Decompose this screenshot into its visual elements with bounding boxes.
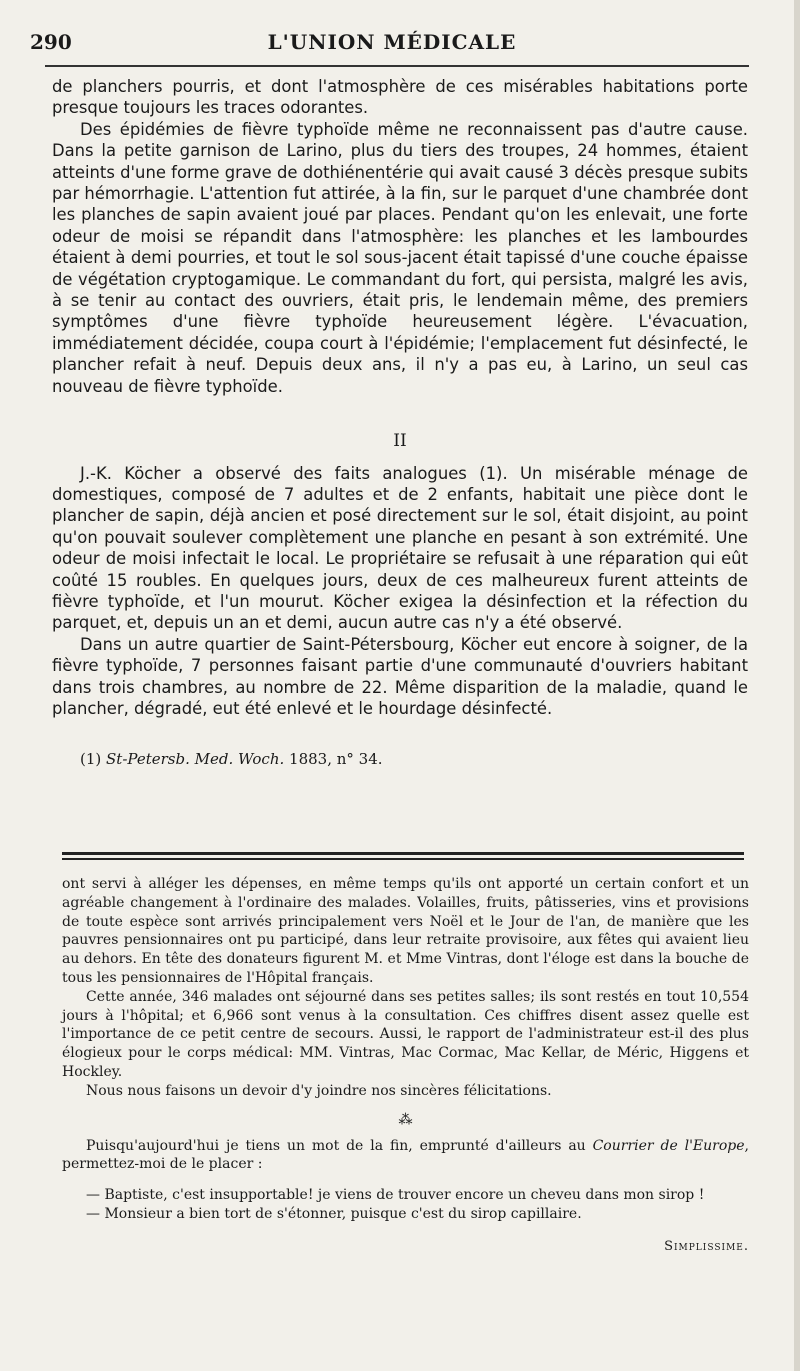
- newspaper-title: Courrier de l'Europe: [592, 1137, 745, 1154]
- feuilleton-paragraph: Nous nous faisons un devoir d'y joindre nos sincères félicitations.: [86, 1082, 552, 1099]
- running-head: [30, 30, 754, 58]
- article-paragraph: J.-K. Köcher a observé des faits analogues (1). Un misérable ménage de domestiques, composé de 7 adultes et de 2 enfants, habitait une pièce dont le plancher de sapin, déjà ancien et posé directement sur le sol, était disjoint, au point qu'on pouvait soulever complètement une planche en pesant à son extrémité. Une odeur de moisi infectait le local. Le propriétaire se refusait à une réparation qui eût coûté 15 roubles. En quelques jours, deux de ces malheureux furent atteints de fièvre typhoïde, et l'un mourut. Köcher exigea la désinfection et la réfection du parquet, et, depuis un an et demi, aucun autre cas n'y a été observé.: [52, 463, 748, 633]
- article-body: [52, 76, 748, 771]
- quote-intro-end: , permettez-moi de le placer :: [62, 1137, 749, 1173]
- footnote: [52, 749, 748, 770]
- article-paragraph: de planchers pourris, et dont l'atmosphère de ces misérables habitations porte presque toujours les traces odorantes.: [52, 77, 748, 118]
- feuilleton-paragraph: [62, 1137, 749, 1175]
- feuilleton-paragraph: Cette année, 346 malades ont séjourné dans ses petites salles; ils sont restés en tout 10,554 jours à l'hôpital; et 6,966 sont venus à la consultation. Ces chiffres disent assez quelle est l'importance de ce petit centre de secours. Aussi, le rapport de l'administrateur est-il des plus élogieux pour le corps médical: MM. Vintras, Mac Cormac, Mac Kellar, de Méric, Higgens et Hockley.: [62, 988, 749, 1080]
- footnote-source: St-Petersb. Med. Woch.: [106, 750, 285, 769]
- asterism: ⁂: [398, 1111, 413, 1128]
- journal-title: L'UNION MÉDICALE: [267, 30, 517, 54]
- dialogue-line: — Baptiste, c'est insupportable! je viens de trouver encore un cheveu dans mon sirop !: [86, 1187, 705, 1204]
- section-heading: II: [393, 431, 407, 452]
- signature: Simplissime.: [664, 1238, 749, 1254]
- article-paragraph: Dans un autre quartier de Saint-Pétersbourg, Köcher eut encore à soigner, de la fièvre typhoïde, 7 personnes faisant partie d'une communauté d'ouvriers habitant dans trois chambres, au nombre de 22. Même disparition de la maladie, quand le plancher, dégradé, eut été enlevé et le hourdage désinfecté.: [52, 634, 748, 718]
- section-divider: [62, 852, 744, 860]
- footnote-citation: 1883, n° 34.: [289, 750, 383, 769]
- footnote-marker: (1): [80, 750, 102, 769]
- feuilleton-body: [62, 875, 749, 1257]
- article-paragraph: Des épidémies de fièvre typhoïde même ne reconnaissent pas d'autre cause. Dans la petite garnison de Larino, plus du tiers des troupes, 24 hommes, étaient atteints d'une forme grave de dothiénentérie qui avait causé 3 décès presque subits par hémorrhagie. L'attention fut attirée, à la fin, sur le parquet d'une chambrée dont les planches de sapin avaient joué par places. Pendant qu'on les enlevait, une forte odeur de moisi se répandit dans l'atmosphère: les planches et les lambourdes étaient à demi pourries, et tout le sol sous-jacent était tapissé d'une couche épaisse de végétation cryptogamique. Le commandant du fort, qui persista, malgré les avis, à se tenir au contact des ouvriers, était pris, le lendemain même, des premiers symptômes d'une fièvre typhoïde heureusement légère. L'évacuation, immédiatement décidée, coupa court à l'épidémie; l'emplacement fut désinfecté, le plancher refait à neuf. Depuis deux ans, il n'y a pas eu, à Larino, un seul cas nouveau de fièvre typhoïde.: [52, 119, 748, 396]
- quote-intro: Puisqu'aujourd'hui je tiens un mot de la fin, emprunté d'ailleurs au: [86, 1137, 586, 1154]
- feuilleton-paragraph: ont servi à alléger les dépenses, en même temps qu'ils ont apporté un certain confort et un agréable changement à l'ordinaire des malades. Volailles, fruits, pâtisseries, vins et provisions de toute espèce sont arrivés principalement vers Noël et le Jour de l'an, de manière que les pauvres pensionnaires ont pu participé, dans leur retraite provisoire, aux fêtes qui avaient lieu au dehors. En tête des donateurs figurent M. et Mme Vintras, dont l'éloge est dans la bouche de tous les pensionnaires de l'Hôpital français.: [62, 876, 749, 986]
- page-number: 290: [30, 30, 72, 54]
- header-rule: [45, 65, 749, 67]
- dialogue-line: — Monsieur a bien tort de s'étonner, puisque c'est du sirop capillaire.: [86, 1205, 582, 1222]
